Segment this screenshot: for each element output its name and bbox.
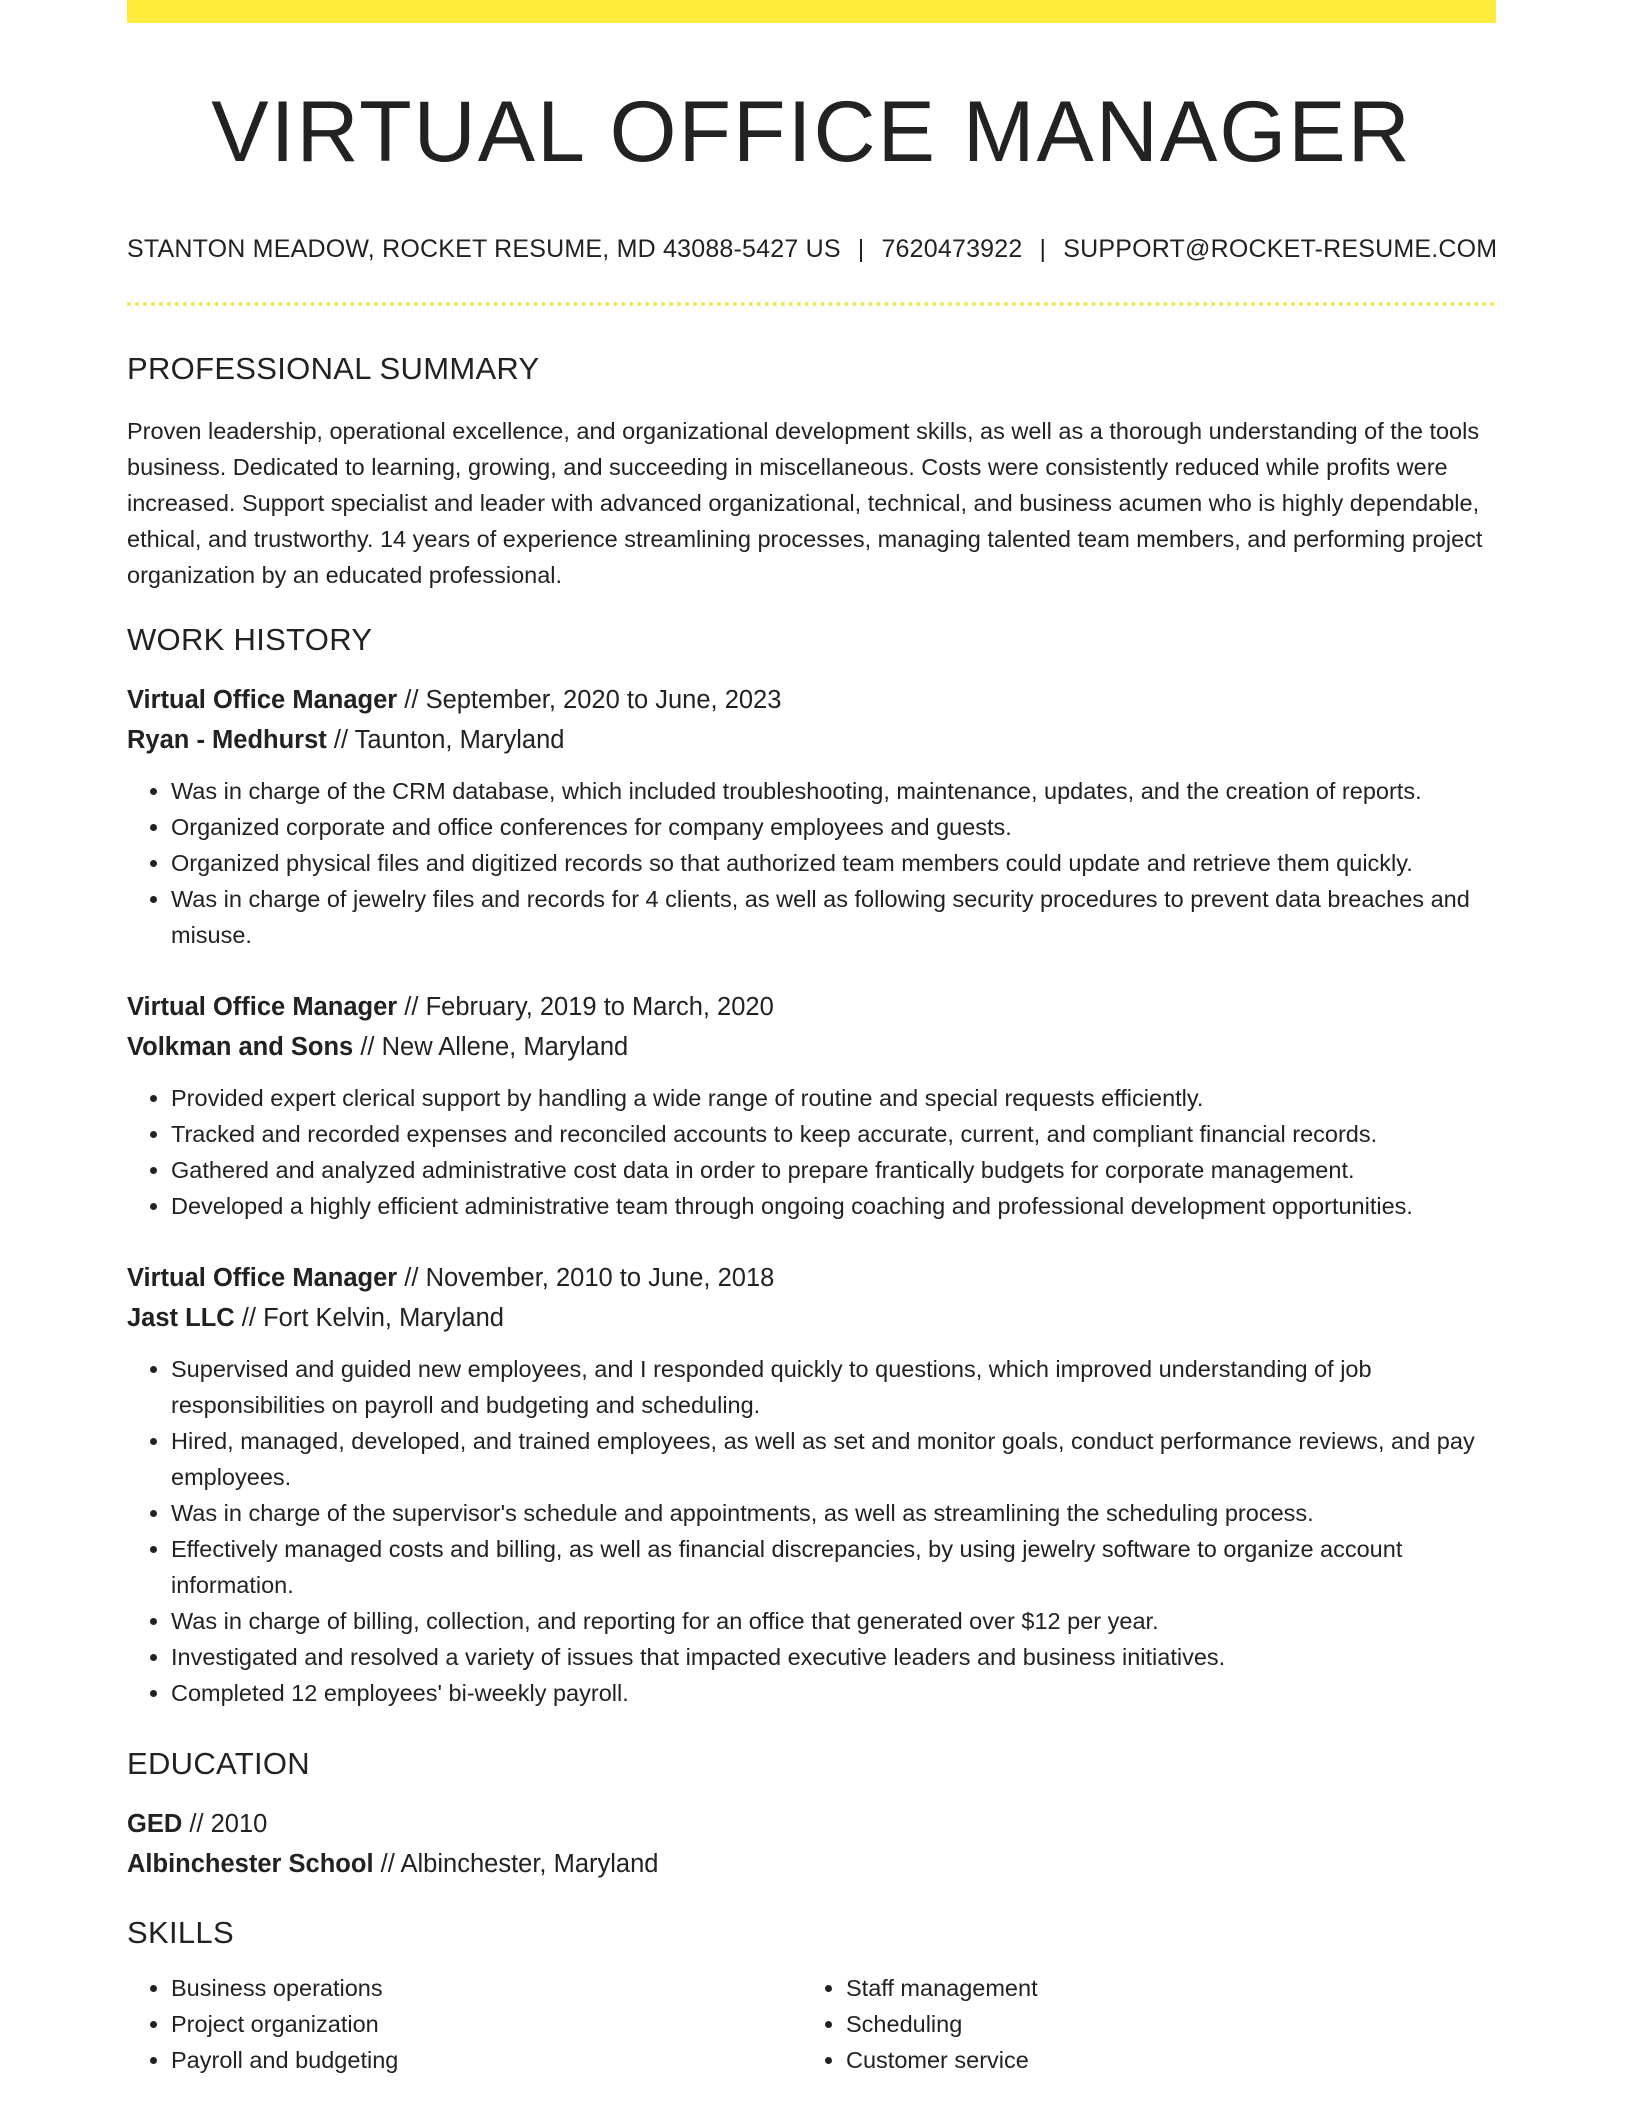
professional-summary-heading: PROFESSIONAL SUMMARY [127, 350, 540, 386]
job-divider: // [241, 1303, 256, 1332]
education-degree-line [127, 1804, 1496, 1844]
job-location: Fort Kelvin, Maryland [263, 1303, 504, 1332]
job-dates: February, 2019 to March, 2020 [425, 992, 774, 1021]
contact-separator: | [1039, 234, 1047, 263]
job-bullet: • Organized physical files and digitized records so that authorized team members could update and retrieve them quickly. [171, 845, 1496, 881]
job-bullet: • Completed 12 employees' bi-weekly payroll. [171, 1675, 1496, 1711]
education-divider: // [380, 1850, 395, 1879]
education-entry [127, 1804, 1496, 1884]
job-bullet-list [127, 1351, 1496, 1711]
skill-item: • Scheduling [846, 2006, 1477, 2042]
job-location: New Allene, Maryland [381, 1032, 629, 1061]
job-bullet: • Investigated and resolved a variety of issues that impacted executive leaders and business initiatives. [171, 1639, 1496, 1675]
skill-item: • Staff management [846, 1970, 1477, 2006]
skills-columns [127, 1970, 1496, 2078]
job-bullet: • Supervised and guided new employees, and I responded quickly to questions, which improved understanding of job responsibilities on payroll and budgeting and scheduling. [171, 1351, 1496, 1423]
job-entry [127, 987, 1496, 1224]
education-school-line [127, 1844, 1496, 1884]
job-role: Virtual Office Manager [127, 685, 398, 714]
job-entry [127, 1258, 1496, 1711]
job-company: Ryan - Medhurst [127, 725, 327, 754]
education-location: Albinchester, Maryland [400, 1850, 659, 1879]
skill-item: • Business operations [171, 1970, 802, 2006]
job-location: Taunton, Maryland [354, 725, 565, 754]
job-divider: // [360, 1032, 375, 1061]
job-bullet: • Tracked and recorded expenses and reconciled accounts to keep accurate, current, and compliant financial records. [171, 1116, 1496, 1152]
job-bullet: • Gathered and analyzed administrative cost data in order to prepare frantically budgets for corporate management. [171, 1152, 1496, 1188]
job-company-line [127, 720, 1496, 760]
job-dates: November, 2010 to June, 2018 [425, 1263, 775, 1292]
job-bullet: • Organized corporate and office conferences for company employees and guests. [171, 809, 1496, 845]
education-divider: // [189, 1810, 204, 1839]
skills-heading: SKILLS [127, 1915, 234, 1951]
resume-page [127, 0, 1496, 2078]
job-entry [127, 680, 1496, 953]
job-bullet: • Hired, managed, developed, and trained employees, as well as set and monitor goals, conduct performance reviews, and pay employees. [171, 1423, 1496, 1495]
job-divider: // [333, 725, 349, 754]
professional-summary-text: Proven leadership, operational excellence, and organizational development skills, as well as a thorough understanding of the tools business. Dedicated to learning, growing, and succeeding in miscellaneous. Costs were consistently reduced while profits were increased. Support specialist and leader with advanced organizational, technical, and business acumen who is highly dependable, ethical, and trustworthy. 14 years of experience streamlining processes, managing talented team members, and performing project organization by an educated professional. [127, 417, 1483, 588]
job-divider: // [404, 685, 419, 714]
education-year: 2010 [210, 1810, 268, 1839]
contact-email: SUPPORT@ROCKET-RESUME.COM [1063, 234, 1498, 263]
contact-line [127, 235, 1496, 264]
accent-top-bar [127, 0, 1496, 23]
job-title-line [127, 680, 1496, 720]
job-bullet: • Was in charge of the supervisor's schedule and appointments, as well as streamlining the scheduling process. [171, 1495, 1496, 1531]
job-company: Jast LLC [127, 1303, 235, 1332]
job-divider: // [404, 1263, 419, 1292]
skills-list-right [802, 1970, 1477, 2078]
job-company: Volkman and Sons [127, 1032, 354, 1061]
education-heading: EDUCATION [127, 1745, 310, 1781]
job-bullet: • Was in charge of billing, collection, and reporting for an office that generated over $12 per year. [171, 1603, 1496, 1639]
skill-item: • Payroll and budgeting [171, 2042, 802, 2078]
resume-name-heading: VIRTUAL OFFICE MANAGER [211, 84, 1412, 180]
job-divider: // [404, 992, 419, 1021]
job-bullet: • Was in charge of the CRM database, which included troubleshooting, maintenance, updates, and the creation of reports. [171, 773, 1496, 809]
job-role: Virtual Office Manager [127, 1263, 398, 1292]
education-school: Albinchester School [127, 1850, 374, 1879]
job-dates: September, 2020 to June, 2023 [425, 685, 782, 714]
job-bullet: • Effectively managed costs and billing, as well as financial discrepancies, by using jewelry software to organize account information. [171, 1531, 1496, 1603]
job-company-line [127, 1027, 1496, 1067]
job-bullet-list [127, 773, 1496, 953]
job-company-line [127, 1298, 1496, 1338]
job-title-line [127, 1258, 1496, 1298]
education-degree: GED [127, 1810, 183, 1839]
job-bullet: • Provided expert clerical support by handling a wide range of routine and special requests efficiently. [171, 1080, 1496, 1116]
skills-list-left [127, 1970, 802, 2078]
job-title-line [127, 987, 1496, 1027]
dotted-divider [127, 302, 1496, 306]
job-bullet: • Developed a highly efficient administrative team through ongoing coaching and professional development opportunities. [171, 1188, 1496, 1224]
job-role: Virtual Office Manager [127, 992, 398, 1021]
work-history-heading: WORK HISTORY [127, 621, 373, 657]
contact-separator: | [857, 234, 865, 263]
job-bullet-list [127, 1080, 1496, 1224]
job-bullet: • Was in charge of jewelry files and records for 4 clients, as well as following security procedures to prevent data breaches and misuse. [171, 881, 1496, 953]
contact-phone: 7620473922 [881, 234, 1023, 263]
contact-address: STANTON MEADOW, ROCKET RESUME, MD 43088-5427 US [127, 234, 841, 263]
skill-item: • Customer service [846, 2042, 1477, 2078]
skill-item: • Project organization [171, 2006, 802, 2042]
